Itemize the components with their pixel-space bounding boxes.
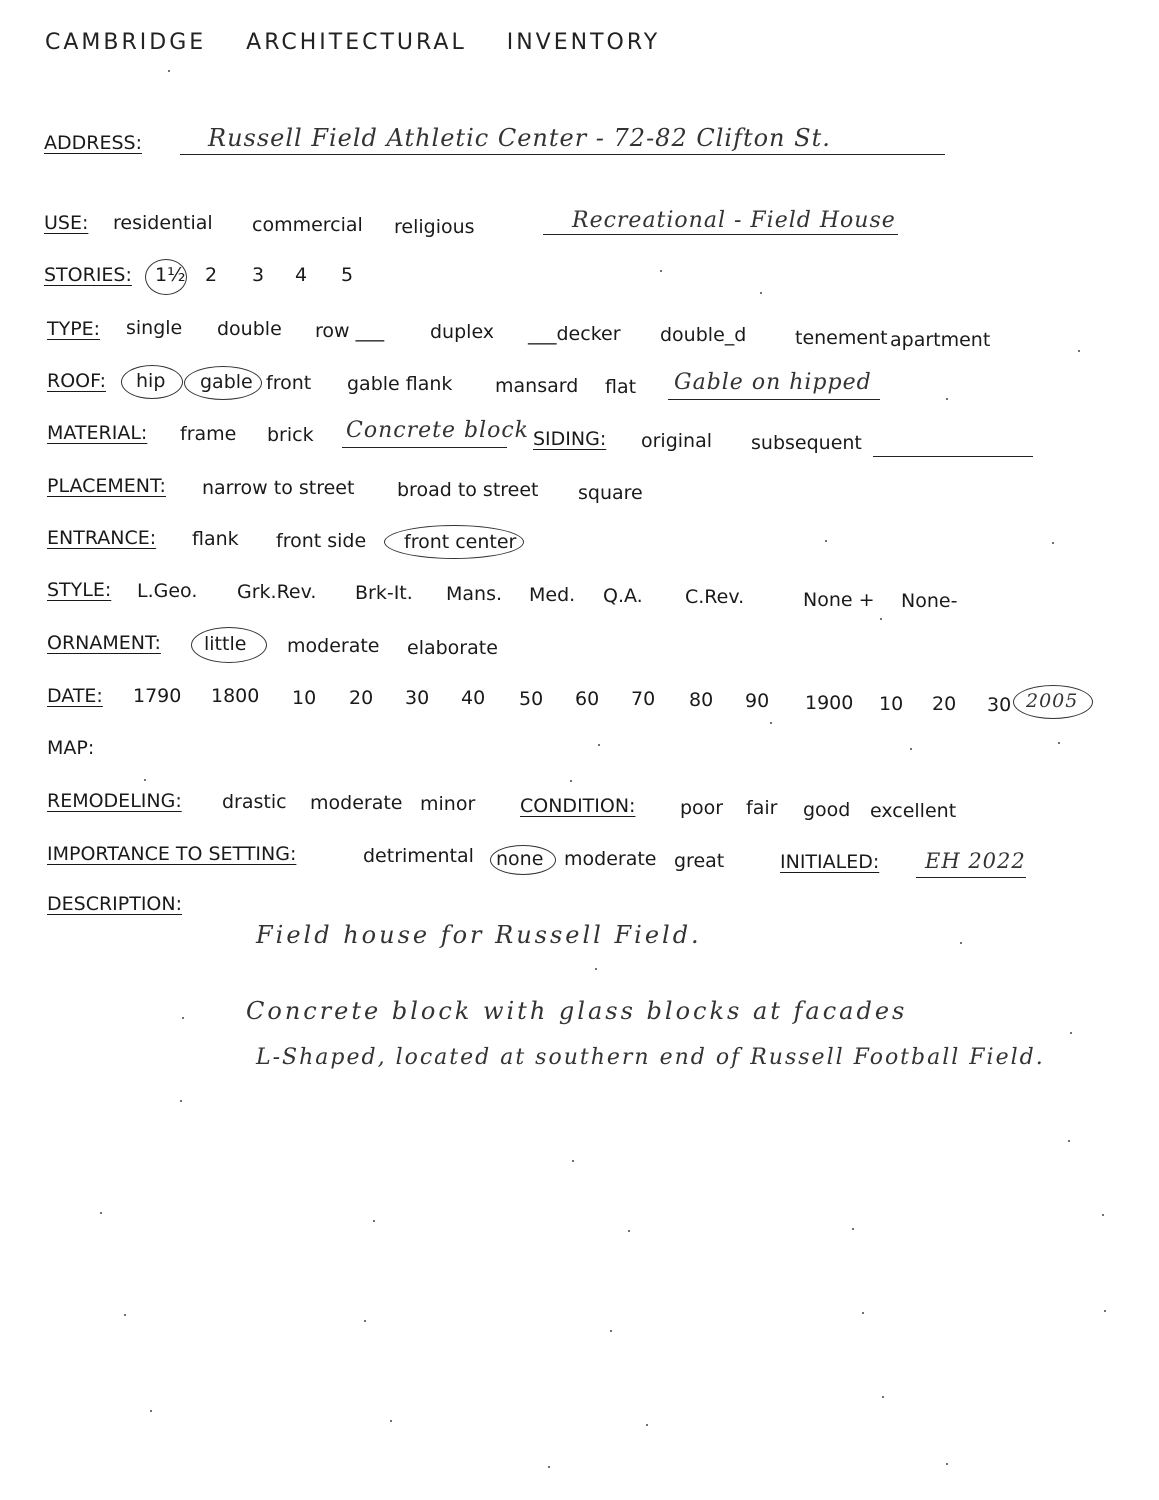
material-option-brick: brick [267, 424, 314, 446]
scan-speck [825, 540, 827, 542]
scan-speck [1052, 542, 1054, 544]
condition-option-poor: poor [680, 797, 724, 819]
address-value: Russell Field Athletic Center - 72-82 Clifton St. [208, 124, 831, 152]
style-option-none-minus: None- [901, 590, 958, 612]
date-option-40: 40 [461, 687, 486, 709]
roof-option-gable-flank: gable flank [347, 373, 453, 395]
entrance-option-front-side: front side [276, 530, 367, 552]
title-word: CAMBRIDGE [45, 30, 207, 55]
date-option-30: 30 [405, 687, 430, 709]
type-option-apartment: apartment [890, 329, 991, 351]
initialed-value: EH 2022 [925, 849, 1026, 873]
style-option-lgeo: L.Geo. [137, 580, 198, 602]
description-label: DESCRIPTION: [47, 893, 183, 915]
date-option-1910: 10 [879, 693, 904, 715]
description-line: Field house for Russell Field. [256, 921, 702, 949]
importance-option-great: great [674, 850, 725, 872]
type-option-single: single [126, 317, 183, 339]
placement-option-broad: broad to street [397, 479, 539, 501]
scan-speck [1070, 1032, 1072, 1034]
initialed-underline [916, 877, 1026, 878]
type-option-double-d: double_d [660, 324, 747, 346]
scan-speck [1068, 1140, 1070, 1142]
material-underline [342, 447, 507, 448]
title-word: INVENTORY [506, 30, 661, 55]
scan-speck [646, 1424, 648, 1426]
scan-speck [882, 1396, 884, 1398]
style-option-mans: Mans. [446, 583, 503, 605]
date-option-1930: 30 [987, 694, 1012, 716]
remodeling-option-drastic: drastic [222, 791, 287, 813]
scan-speck [770, 722, 772, 724]
scan-speck [100, 1212, 102, 1214]
style-option-grkrev: Grk.Rev. [237, 581, 317, 603]
date-label: DATE: [47, 685, 103, 707]
scan-speck [572, 1160, 574, 1162]
stories-option-5: 5 [341, 264, 354, 286]
scan-speck [910, 748, 912, 750]
description-line: L-Shaped, located at southern end of Russell Football Field. [256, 1045, 1045, 1070]
scan-speck [144, 779, 146, 781]
style-label: STYLE: [47, 579, 112, 601]
title-word: ARCHITECTURAL [246, 30, 467, 55]
type-option-row: row ___ [315, 320, 385, 342]
remodeling-option-minor: minor [420, 793, 476, 815]
stories-option-3: 3 [252, 264, 265, 286]
siding-underline [873, 456, 1033, 457]
scan-speck [598, 744, 600, 746]
importance-option-none: none [496, 848, 544, 870]
roof-option-flat: flat [605, 376, 637, 398]
material-value: Concrete block [346, 418, 529, 443]
condition-option-excellent: excellent [870, 800, 957, 822]
ornament-label: ORNAMENT: [47, 632, 161, 654]
remodeling-label: REMODELING: [47, 790, 182, 812]
address-label: ADDRESS: [44, 132, 142, 154]
date-option-1900: 1900 [805, 692, 854, 714]
scan-speck [610, 1330, 612, 1332]
importance-option-detrimental: detrimental [363, 845, 474, 867]
use-option-religious: religious [394, 216, 475, 238]
material-option-frame: frame [180, 423, 237, 445]
scan-speck [946, 1463, 948, 1465]
scan-speck [570, 780, 572, 782]
scan-speck [150, 1410, 152, 1412]
roof-option-front: front [266, 372, 312, 394]
roof-option-hip: hip [136, 370, 166, 392]
use-underline [543, 234, 898, 235]
use-label: USE: [44, 212, 89, 234]
type-option-duplex: duplex [430, 321, 495, 343]
scan-speck [182, 1017, 184, 1019]
placement-option-narrow: narrow to street [202, 477, 355, 499]
scan-speck [660, 270, 662, 272]
siding-option-original: original [641, 430, 713, 452]
scan-speck [124, 1314, 126, 1316]
scan-speck [946, 398, 948, 400]
roof-option-gable: gable [200, 371, 253, 393]
type-option-double: double [217, 318, 282, 340]
scan-speck [1078, 350, 1080, 352]
scan-speck [880, 618, 882, 620]
date-option-90: 90 [745, 690, 770, 712]
placement-label: PLACEMENT: [47, 475, 166, 497]
scan-speck [364, 1320, 366, 1322]
scan-speck [168, 70, 170, 72]
scan-speck [548, 1466, 550, 1468]
scan-speck [862, 1312, 864, 1314]
style-option-brkit: Brk-It. [355, 582, 413, 604]
scan-speck [760, 292, 762, 294]
condition-option-good: good [803, 799, 851, 821]
date-option-80: 80 [689, 689, 714, 711]
roof-option-mansard: mansard [495, 375, 579, 397]
scan-speck [628, 1230, 630, 1232]
date-option-10: 10 [292, 687, 317, 709]
scan-speck [390, 1420, 392, 1422]
roof-value: Gable on hipped [674, 370, 872, 395]
ornament-option-elaborate: elaborate [407, 637, 498, 659]
scan-speck [180, 1100, 182, 1102]
type-option-decker: ___decker [528, 323, 621, 345]
scan-speck [1102, 1214, 1104, 1216]
scan-speck [960, 942, 962, 944]
date-option-60: 60 [575, 688, 600, 710]
scan-speck [1058, 742, 1060, 744]
date-option-1800: 1800 [211, 685, 260, 707]
type-label: TYPE: [47, 318, 101, 340]
stories-option-2: 2 [205, 264, 218, 286]
scan-speck [852, 1228, 854, 1230]
importance-label: IMPORTANCE TO SETTING: [47, 843, 297, 865]
stories-option-1-5: 1½ [155, 264, 186, 286]
ornament-option-moderate: moderate [287, 635, 380, 657]
scan-speck [373, 1220, 375, 1222]
address-underline [180, 154, 945, 155]
form-title [45, 30, 690, 55]
entrance-option-flank: flank [192, 528, 239, 550]
style-option-crev: C.Rev. [685, 586, 745, 608]
ornament-option-little: little [204, 633, 247, 655]
date-value: 2005 [1026, 690, 1079, 712]
importance-option-moderate: moderate [564, 848, 657, 870]
material-label: MATERIAL: [47, 422, 148, 444]
date-option-1790: 1790 [133, 685, 182, 707]
type-option-tenement: tenement [795, 327, 888, 349]
style-option-qa: Q.A. [603, 585, 643, 607]
date-option-1920: 20 [932, 693, 957, 715]
map-label: MAP: [47, 737, 95, 759]
siding-label: SIDING: [533, 428, 607, 450]
condition-label: CONDITION: [520, 795, 636, 817]
date-option-20: 20 [349, 687, 374, 709]
use-value: Recreational - Field House [572, 208, 896, 233]
siding-option-subsequent: subsequent [751, 432, 862, 454]
use-option-residential: residential [113, 212, 213, 234]
date-option-70: 70 [631, 688, 656, 710]
entrance-label: ENTRANCE: [47, 527, 157, 549]
date-option-50: 50 [519, 688, 544, 710]
roof-underline [668, 399, 880, 400]
style-option-med: Med. [529, 584, 576, 606]
description-line: Concrete block with glass blocks at facades [246, 997, 908, 1025]
use-option-commercial: commercial [252, 214, 363, 236]
stories-option-4: 4 [295, 264, 308, 286]
scan-speck [1104, 1310, 1106, 1312]
placement-option-square: square [578, 482, 643, 504]
entrance-option-front-center: front center [404, 531, 517, 553]
initialed-label: INITIALED: [780, 851, 880, 873]
remodeling-option-moderate: moderate [310, 792, 403, 814]
roof-label: ROOF: [47, 370, 106, 392]
style-option-none-plus: None + [803, 589, 875, 611]
stories-label: STORIES: [44, 264, 132, 286]
condition-option-fair: fair [746, 797, 778, 819]
scan-speck [595, 968, 597, 970]
